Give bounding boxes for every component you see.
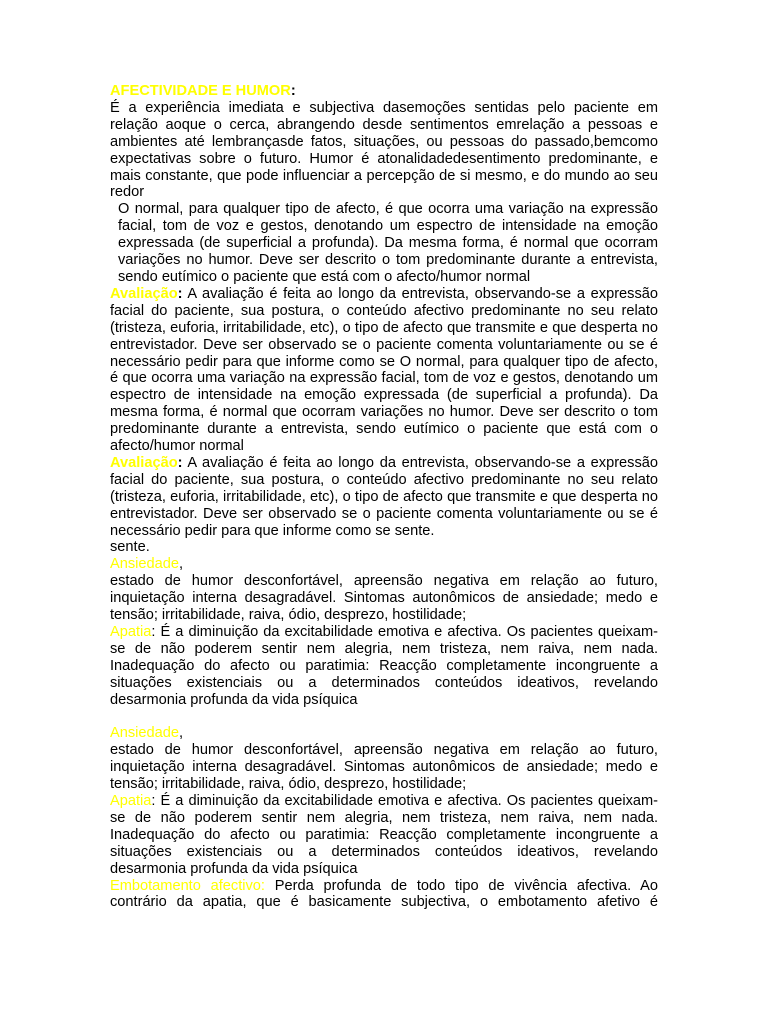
document-body [110, 83, 658, 911]
embotamento-paragraph [110, 878, 658, 912]
normal-paragraph: O normal, para qualquer tipo de afecto, é que ocorra uma variação na expressão facial, tom de voz e gestos, denotando um espectro de intensidade na emoção expressada (de superficial a profunda). Da mesma forma, é normal que ocorram variações no humor. Deve ser descrito o tom predominante durante a entrevista, sendo eutímico o paciente que está com o afecto/humor normal [118, 201, 658, 285]
embotamento-text: Perda profunda de todo tipo de vivência afectiva. Ao contrário da apatia, que é basicamente subjectiva, o embotamento afetivo é [110, 877, 658, 911]
embotamento-label: Embotamento afectivo: [110, 877, 265, 894]
blank-line [110, 709, 658, 726]
ansiedade-comma: , [178, 556, 184, 573]
ansiedade-label-line-1 [110, 556, 658, 573]
apatia-label: Apatia [110, 624, 152, 640]
ansiedade-paragraph-2: estado de humor desconfortável, apreensão negativa em relação ao futuro, inquietação interna desagradável. Sintomas autonômicos de ansiedade; medo e tensão; irritabilidade, raiva, ódio, desprezo, hostilidade; [110, 742, 658, 793]
ansiedade-label: Ansiedade [110, 556, 179, 573]
avaliacao-paragraph-2 [110, 455, 658, 540]
avaliacao-colon: : [177, 285, 183, 302]
apatia-text: : É a diminuição da excitabilidade emotiva e afectiva. Os pacientes queixam-se de não poderem sentir nem alegria, nem tristeza, nem raiva, nem nada. Inadequação do afecto ou paratimia: Reacção completamente incongruente a situações existenciais ou a determinados conteúdos ideativos, revelando desarmonia profunda da vida psíquica [110, 793, 658, 877]
avaliacao-text: A avaliação é feita ao longo da entrevista, observando-se a expressão facial do paciente, sua postura, o conteúdo afectivo predominante no seu relato (tristeza, euforia, irritabilidade, etc), o tipo de afecto que transmite e que desperta no entrevistador. Deve ser observado se o paciente comenta voluntariamente ou se é necessário pedir para que informe como se sente. [110, 454, 658, 539]
apatia-paragraph-1 [110, 624, 658, 709]
heading-title: AFECTIVIDADE E HUMOR [110, 83, 291, 99]
heading-colon: : [290, 83, 296, 99]
avaliacao-label: Avaliação [110, 454, 178, 471]
apatia-paragraph-2 [110, 793, 658, 878]
ansiedade-paragraph-1: estado de humor desconfortável, apreensão negativa em relação ao futuro, inquietação interna desagradável. Sintomas autonômicos de ansiedade; medo e tensão; irritabilidade, raiva, ódio, desprezo, hostilidade; [110, 573, 658, 624]
apatia-text: : É a diminuição da excitabilidade emotiva e afectiva. Os pacientes queixam-se de não poderem sentir nem alegria, nem tristeza, nem raiva, nem nada. Inadequação do afecto ou paratimia: Reacção completamente incongruente a situações existenciais ou a determinados conteúdos ideativos, revelando desarmonia profunda da vida psíquica [110, 624, 658, 708]
intro-paragraph: É a experiência imediata e subjectiva dasemoções sentidas pelo paciente em relação aoque o cerca, abrangendo desde sentimentos emrelação a pessoas e ambientes até lembrançasde fatos, situações, ou pessoas do passado,bemcomo expectativas sobre o futuro. Humor é atonalidadedesentimento predominante, e mais constante, que pode influenciar a percepção de si mesmo, e do mundo ao seu redor [110, 99, 658, 201]
section-heading [110, 83, 658, 100]
apatia-label: Apatia [110, 793, 152, 810]
trailing-text: sente. [110, 539, 150, 556]
avaliacao-text: A avaliação é feita ao longo da entrevista, observando-se a expressão facial do paciente, sua postura, o conteúdo afectivo predominante no seu relato (tristeza, euforia, irritabilidade, etc), o tipo de afecto que transmite e que desperta no entrevistador. Deve ser observado se o paciente comenta voluntariamente ou se é necessário pedir para que informe como se O normal, para qualquer tipo de afecto, é que ocorra uma variação na expressão facial, tom de voz e gestos, denotando um espectro de intensidade na emoção expressada (de superficial a profunda). Da mesma forma, é normal que ocorram variações no humor. Deve ser descrito o tom predominante durante a entrevista, sendo eutímico o paciente que está com o afecto/humor normal [110, 285, 658, 455]
ansiedade-label-line-2 [110, 725, 658, 742]
avaliacao-label: Avaliação [110, 285, 178, 302]
avaliacao-paragraph-1 [110, 286, 658, 455]
ansiedade-comma: , [178, 725, 184, 742]
ansiedade-label: Ansiedade [110, 725, 179, 742]
avaliacao-colon: : [177, 454, 183, 471]
